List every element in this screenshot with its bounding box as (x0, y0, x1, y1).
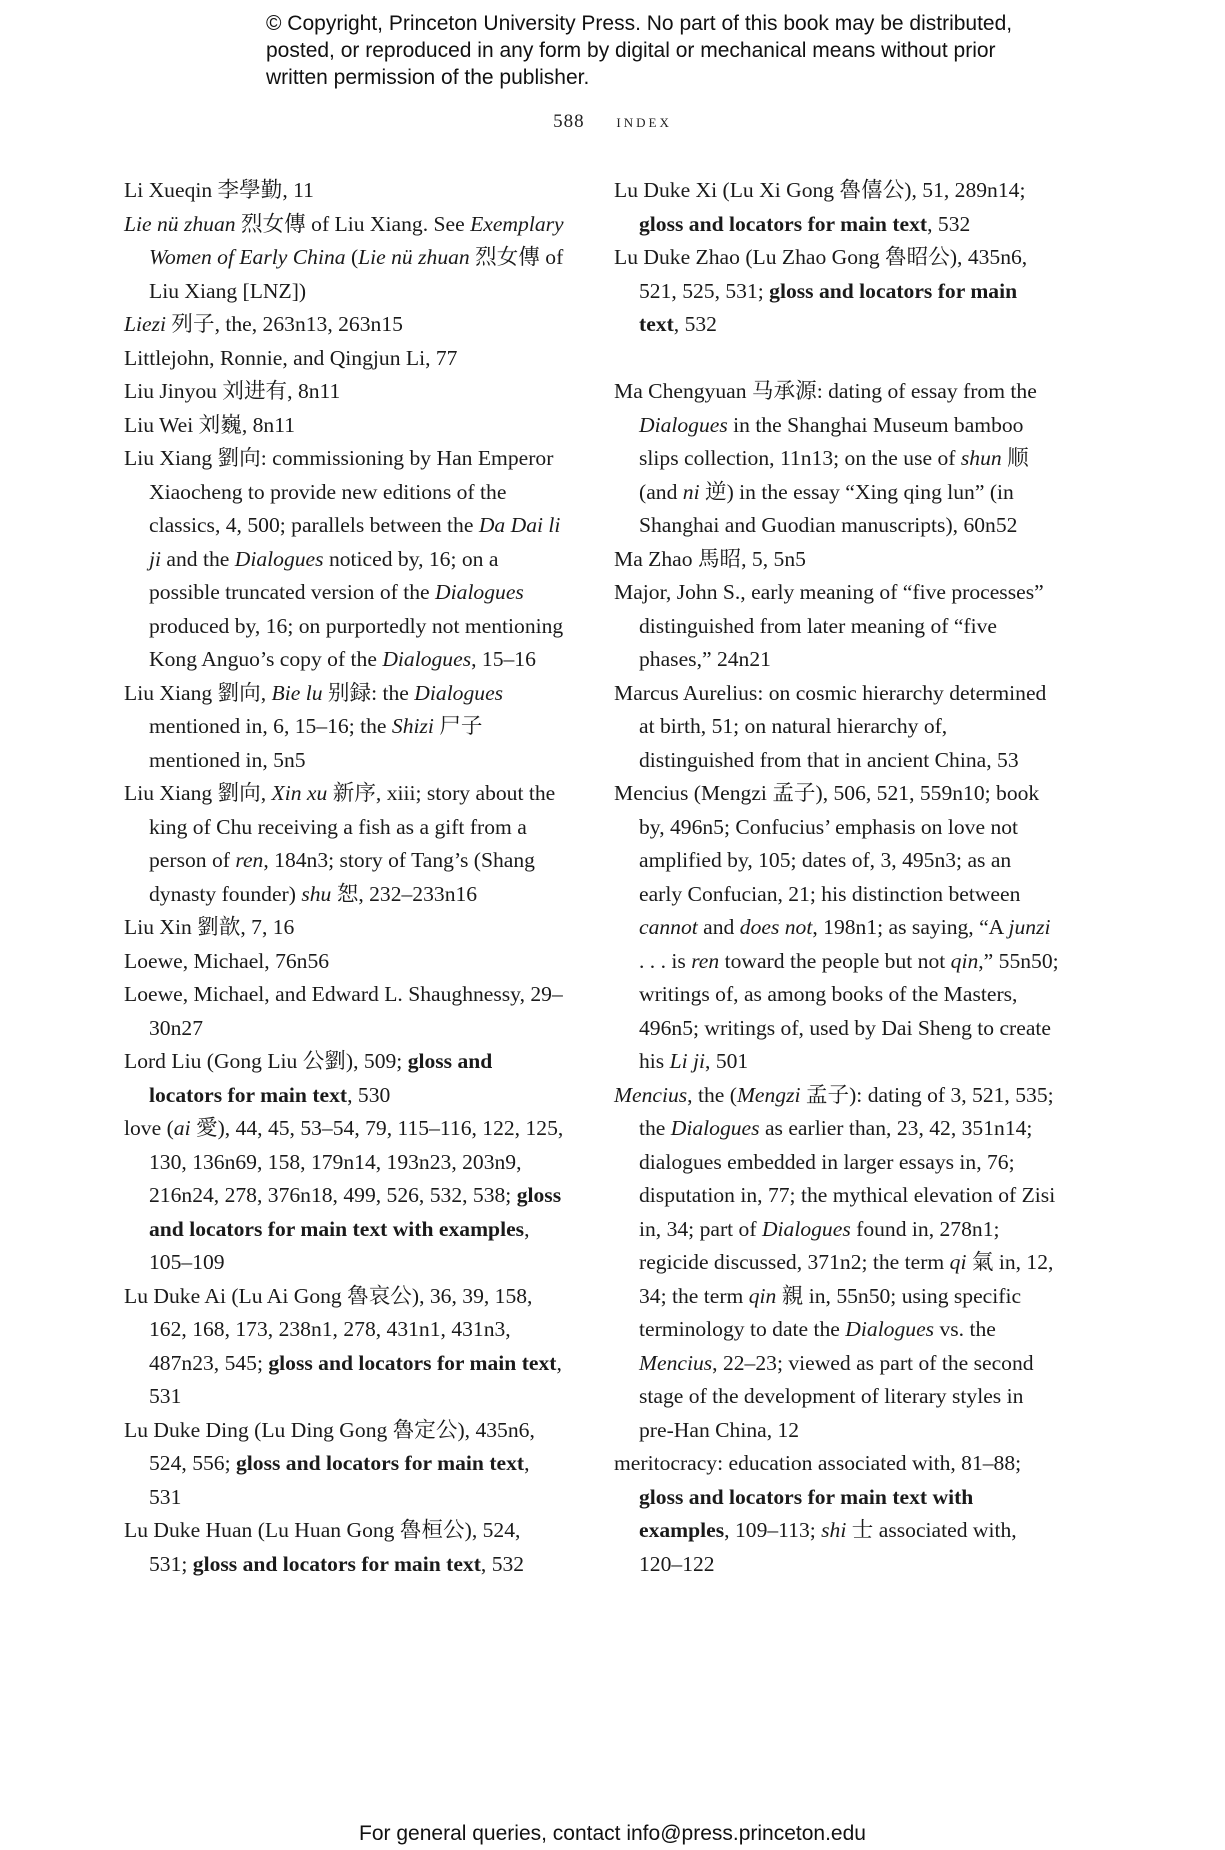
index-entry: Liu Xiang 劉向: commissioning by Han Emperor Xiaocheng to provide new editions of the classics, 4, 500; parallels between the Da Dai li ji and the Dialogues noticed by, 16; on a possible truncated version of the Dialogues produced by, 16; on purportedly not mentioning Kong Anguo’s copy of the Dialogues, 15–16 (124, 446, 564, 671)
index-entry: Liu Xiang 劉向, Xin xu 新序, xiii; story about the king of Chu receiving a fish as a gift from a person of ren, 184n3; story of Tang’s (Shang dynasty founder) shu 恕, 232–233n16 (124, 781, 556, 906)
copyright-notice: © Copyright, Princeton University Press. No part of this book may be distributed, posted, or reproduced in any form by digital or mechanical means without prior written permission of the publisher. (266, 12, 1013, 89)
index-entry: Liezi 列子, the, 263n13, 263n15 (124, 312, 403, 336)
section-gap (614, 342, 1059, 376)
index-entry: Littlejohn, Ronnie, and Qingjun Li, 77 (124, 345, 458, 370)
index-entry: Li Xueqin 李學勤, 11 (124, 178, 314, 202)
index-entry: Lu Duke Xi (Lu Xi Gong 魯僖公), 51, 289n14; gloss and locators for main text, 532 (614, 178, 1026, 236)
index-entry: Loewe, Michael, 76n56 (124, 948, 330, 973)
index-entry: Lu Duke Ding (Lu Ding Gong 魯定公), 435n6, 524, 556; gloss and locators for main text, 531 (124, 1417, 535, 1509)
index-entry: Ma Chengyuan 马承源: dating of essay from the Dialogues in the Shanghai Museum bamboo slips collection, 11n13; on the use of shun 顺 (and ni 逆) in the essay “Xing qing lun” (in Shanghai and Guodian manuscripts), 60n52 (614, 379, 1037, 537)
index-entry: meritocracy: education associated with, 81–88; gloss and locators for main text with examples, 109–113; shi 士 associated with, 120–122 (614, 1451, 1022, 1576)
index-column-left (124, 174, 564, 1581)
index-entry: Mencius, the (Mengzi 孟子): dating of 3, 521, 535; the Dialogues as earlier than, 23, 42, 351n14; dialogues embedded in larger essays in, 76; disputation in, 77; the mythical elevation of Zisi in, 34; part of Dialogues found in, 278n1; regicide discussed, 371n2; the term qi 氣 in, 12, 34; the term qin 親 in, 55n50; using specific terminology to date the Dialogues vs. the Mencius, 22–23; viewed as part of the second stage of the development of literary styles in pre-Han China, 12 (614, 1082, 1056, 1442)
index-entry: Lu Duke Zhao (Lu Zhao Gong 魯昭公), 435n6, 521, 525, 531; gloss and locators for main text, 532 (614, 245, 1028, 336)
running-head (0, 111, 1225, 133)
index-entry: Liu Xiang 劉向, Bie lu 别録: the Dialogues mentioned in, 6, 15–16; the Shizi 尸子 mentioned in, 5n5 (124, 680, 504, 772)
index-column-right (614, 174, 1059, 1581)
index-entry: Mencius (Mengzi 孟子), 506, 521, 559n10; book by, 496n5; Confucius’ emphasis on love not amplified by, 105; dates of, 3, 495n3; as an early Confucian, 21; his distinction between cannot and does not, 198n1; as saying, “A junzi . . . is ren toward the people but not qin,” 55n50; writings of, as among books of the Masters, 496n5; writings of, used by Dai Sheng to create his Li ji, 501 (614, 781, 1059, 1073)
index-entry: Lu Duke Ai (Lu Ai Gong 魯哀公), 36, 39, 158, 162, 168, 173, 238n1, 278, 431n1, 431n3, 487n23, 545; gloss and locators for main text, 531 (124, 1283, 562, 1408)
index-entry: love (ai 愛), 44, 45, 53–54, 79, 115–116, 122, 125, 130, 136n69, 158, 179n14, 193n23, 203n9, 216n24, 278, 376n18, 499, 526, 532, 538; gloss and locators for main text with examples, 105–109 (124, 1116, 564, 1274)
footer-contact: For general queries, contact info@press.princeton.edu (359, 1822, 866, 1845)
index-entry: Liu Wei 刘巍, 8n11 (124, 412, 295, 437)
index-entry: Major, John S., early meaning of “five processes” distinguished from later meaning of “five phases,” 24n21 (614, 580, 1044, 671)
page-number: 588 (553, 111, 585, 132)
index-entry: Marcus Aurelius: on cosmic hierarchy determined at birth, 51; on natural hierarchy of, distinguished from that in ancient China, 53 (614, 680, 1047, 772)
running-title: index (616, 111, 672, 132)
index-entry: Liu Xin 劉歆, 7, 16 (124, 915, 295, 939)
index-entry: Lu Duke Huan (Lu Huan Gong 魯桓公), 524, 531; gloss and locators for main text, 532 (124, 1518, 525, 1576)
index-entry: Ma Zhao 馬昭, 5, 5n5 (614, 546, 806, 571)
index-entry: Liu Jinyou 刘进有, 8n11 (124, 379, 341, 403)
index-entry: Lord Liu (Gong Liu 公劉), 509; gloss and locators for main text, 530 (124, 1049, 493, 1107)
index-entry: Lie nü zhuan 烈女傳 of Liu Xiang. See Exemplary Women of Early China (Lie nü zhuan 烈女傳 of Liu Xiang [LNZ]) (124, 211, 564, 303)
index-entry: Loewe, Michael, and Edward L. Shaughnessy, 29–30n27 (124, 982, 563, 1040)
